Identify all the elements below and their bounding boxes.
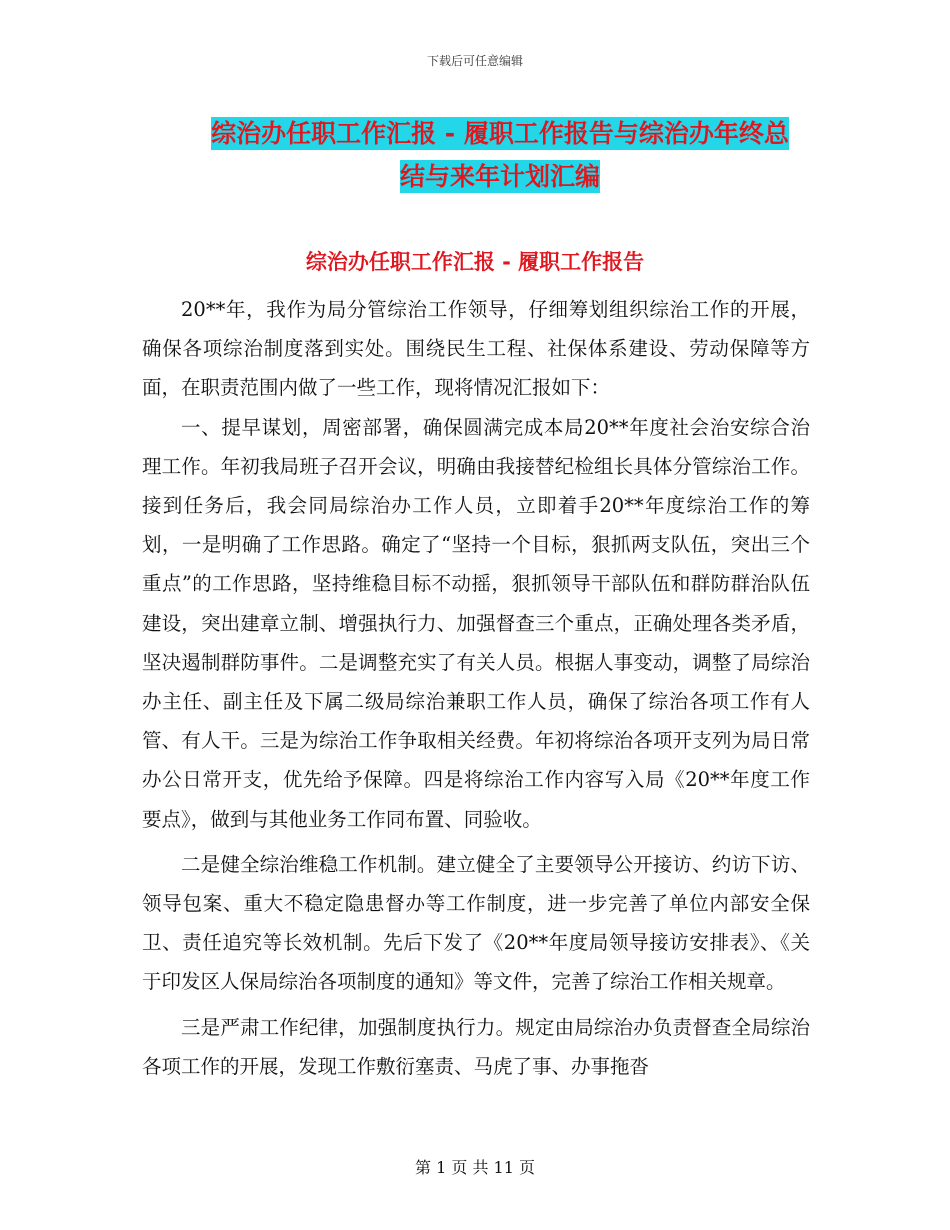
page-number-footer: 第 1 页 共 11 页 bbox=[415, 1158, 535, 1177]
header-note: 下载后可任意编辑 bbox=[426, 54, 523, 68]
paragraph: 20**年，我作为局分管综治工作领导，仔细筹划组织综治工作的开展，确保各项综治制度落到实处。围绕民生工程、社保体系建设、劳动保障等方面，在职责范围内做了一些工作，现将情况汇报如下： bbox=[142, 298, 810, 400]
paragraph: 一、提早谋划，周密部署，确保圆满完成本局20**年度社会治安综合治理工作。年初我局班子召开会议，明确由我接替纪检组长具体分管综治工作。接到任务后，我会同局综治办工作人员，立即着手20**年度综治工作的筹划，一是明确了工作思路。确定了“坚持一个目标，狠抓两支队伍，突出三个重点”的工作思路，坚持维稳目标不动摇，狠抓领导干部队伍和群防群治队伍建设，突出建章立制、增强执行力、加强督查三个重点，正确处理各类矛盾，坚决遏制群防事件。二是调整充实了有关人员。根据人事变动，调整了局综治办主任、副主任及下属二级局综治兼职工作人员，确保了综治各项工作有人管、有人干。三是为综治工作争取相关经费。年初将综治各项开支列为局日常办公日常开支，优先给予保障。四是将综治工作内容写入局《20**年度工作要点》，做到与其他业务工作同布置、同验收。 bbox=[142, 415, 810, 831]
section-title: 综治办任职工作汇报 - 履职工作报告 bbox=[305, 250, 645, 274]
title-line-1: 综治办任职工作汇报 - 履职工作报告与综治办年终总 bbox=[211, 119, 789, 148]
document-title bbox=[140, 112, 860, 198]
title-line-2: 结与来年计划汇编 bbox=[399, 162, 600, 191]
paragraph: 三是严肃工作纪律，加强制度执行力。规定由局综治办负责督查全局综治各项工作的开展，发现工作敷衍塞责、马虎了事、办事拖沓 bbox=[142, 1015, 810, 1078]
body-text bbox=[142, 290, 810, 1086]
paragraph: 二是健全综治维稳工作机制。建立健全了主要领导公开接访、约访下访、领导包案、重大不稳定隐患督办等工作制度，进一步完善了单位内部安全保卫、责任追究等长效机制。先后下发了《20**年度局领导接访安排表》、《关于印发区人保局综治各项制度的通知》等文件，完善了综治工作相关规章。 bbox=[142, 852, 810, 994]
